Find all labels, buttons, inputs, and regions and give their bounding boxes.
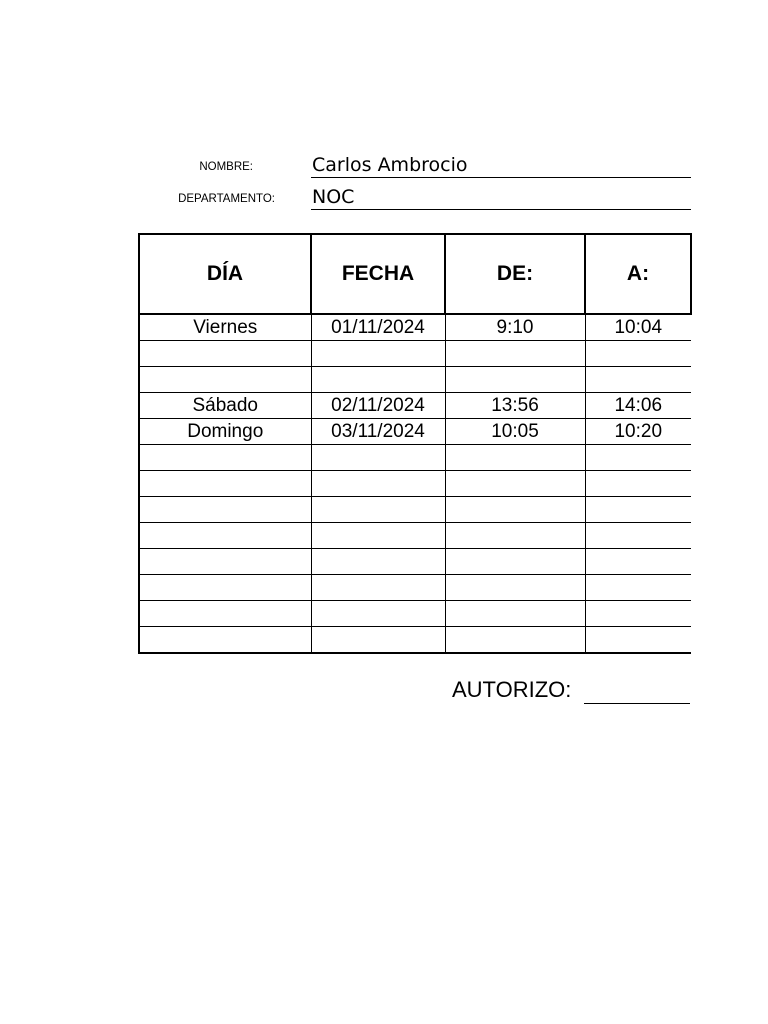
table-row — [139, 601, 691, 627]
table-cell-de — [445, 471, 585, 497]
table-cell-fecha — [311, 575, 445, 601]
table-cell-dia — [139, 471, 311, 497]
table-cell-a — [585, 497, 691, 523]
table-cell-dia — [139, 549, 311, 575]
table-cell-a — [585, 523, 691, 549]
table-body — [139, 314, 691, 653]
authorize-label: AUTORIZO: — [452, 677, 572, 702]
table-cell-a — [585, 471, 691, 497]
table-row — [139, 627, 691, 654]
name-label: NOMBRE: — [199, 161, 253, 173]
table-row — [139, 523, 691, 549]
table-row — [139, 575, 691, 601]
table-cell-fecha — [311, 471, 445, 497]
table-cell-de — [445, 575, 585, 601]
column-header-a: A: — [585, 234, 691, 314]
table-cell-dia — [139, 497, 311, 523]
table-cell-de: 9:10 — [445, 314, 585, 341]
schedule-table — [138, 233, 692, 654]
table-cell-dia: Viernes — [139, 314, 311, 341]
table-cell-de — [445, 497, 585, 523]
table-row — [139, 393, 691, 419]
table-header-row — [139, 234, 691, 314]
column-header-fecha: FECHA — [311, 234, 445, 314]
table-cell-a — [585, 627, 691, 654]
table-cell-de: 10:05 — [445, 419, 585, 445]
table-cell-a — [585, 549, 691, 575]
table-cell-de — [445, 523, 585, 549]
table-cell-fecha — [311, 601, 445, 627]
table-row — [139, 419, 691, 445]
table-cell-fecha — [311, 341, 445, 367]
table-row — [139, 367, 691, 393]
department-label: DEPARTAMENTO: — [178, 193, 275, 205]
table-cell-a: 14:06 — [585, 393, 691, 419]
department-value: NOC — [311, 185, 691, 210]
table-cell-de — [445, 367, 585, 393]
table-cell-dia: Domingo — [139, 419, 311, 445]
table-cell-fecha — [311, 523, 445, 549]
table-row — [139, 549, 691, 575]
table-cell-a — [585, 601, 691, 627]
table-cell-fecha — [311, 497, 445, 523]
table-cell-a: 10:20 — [585, 419, 691, 445]
table-cell-de — [445, 627, 585, 654]
table-row — [139, 341, 691, 367]
table-row — [139, 314, 691, 341]
table-cell-dia — [139, 627, 311, 654]
table-cell-de — [445, 549, 585, 575]
table-cell-a: 10:04 — [585, 314, 691, 341]
table-cell-fecha — [311, 627, 445, 654]
table-cell-a — [585, 367, 691, 393]
name-value: Carlos Ambrocio — [311, 153, 691, 178]
table-cell-fecha: 03/11/2024 — [311, 419, 445, 445]
table-cell-fecha — [311, 445, 445, 471]
table-cell-dia — [139, 523, 311, 549]
table-cell-dia — [139, 601, 311, 627]
table-row — [139, 471, 691, 497]
table-cell-a — [585, 341, 691, 367]
table-cell-dia — [139, 445, 311, 471]
table-cell-de — [445, 341, 585, 367]
table-cell-fecha — [311, 549, 445, 575]
table-cell-fecha — [311, 367, 445, 393]
table-cell-a — [585, 445, 691, 471]
table-row — [139, 497, 691, 523]
table-cell-dia — [139, 367, 311, 393]
column-header-dia: DÍA — [139, 234, 311, 314]
table-cell-dia: Sábado — [139, 393, 311, 419]
column-header-de: DE: — [445, 234, 585, 314]
table-cell-de — [445, 445, 585, 471]
table-cell-dia — [139, 341, 311, 367]
table-cell-fecha: 01/11/2024 — [311, 314, 445, 341]
table-cell-dia — [139, 575, 311, 601]
signature-line — [584, 703, 690, 704]
table-cell-de: 13:56 — [445, 393, 585, 419]
table-cell-a — [585, 575, 691, 601]
table-cell-de — [445, 601, 585, 627]
table-cell-fecha: 02/11/2024 — [311, 393, 445, 419]
table-row — [139, 445, 691, 471]
